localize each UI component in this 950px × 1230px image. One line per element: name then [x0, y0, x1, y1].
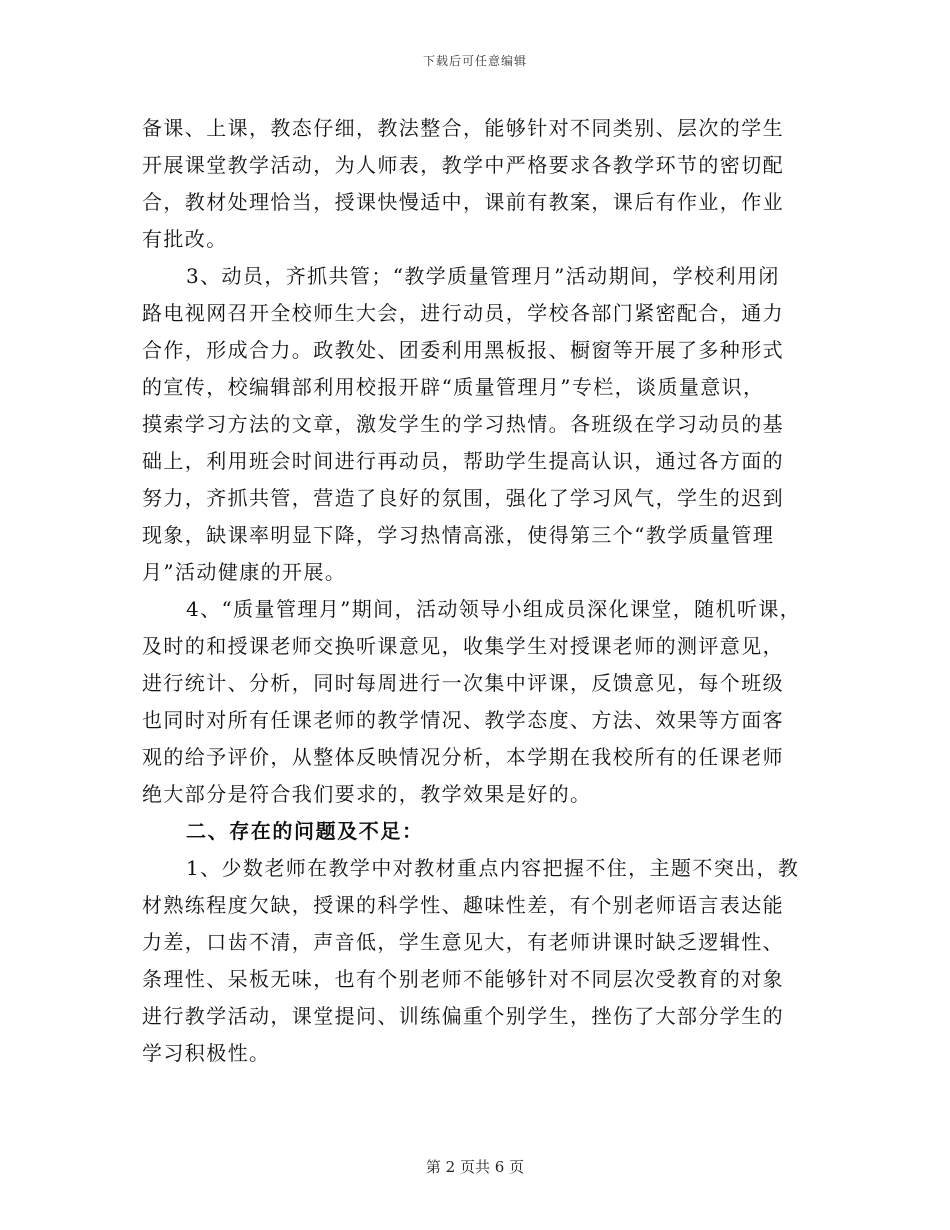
page-footer: 第 2 页共 6 页 — [425, 1158, 525, 1176]
text-line: 观的给予评价，从整体反映情况分析，本学期在我校所有的任课老师 — [142, 745, 784, 769]
text-line: 月”活动健康的开展。 — [142, 560, 347, 584]
text-line: 的宣传，校编辑部利用校报开辟“质量管理月”专栏，谈质量意识， — [142, 375, 765, 399]
text-line: 路电视网召开全校师生大会，进行动员，学校各部门紧密配合，通力 — [142, 301, 784, 325]
text-line: 础上，利用班会时间进行再动员，帮助学生提高认识，通过各方面的 — [142, 449, 784, 473]
text-line: 合，教材处理恰当，授课快慢适中，课前有教案，课后有作业，作业 — [142, 190, 784, 214]
text-line: 开展课堂教学活动，为人师表，教学中严格要求各教学环节的密切配 — [142, 153, 784, 177]
text-line: 3、动员，齐抓共管；“教学质量管理月”活动期间，学校利用闭 — [186, 264, 780, 288]
text-line: 有批改。 — [142, 227, 228, 251]
section-heading: 二、存在的问题及不足： — [186, 819, 424, 843]
text-line: 4、“质量管理月”期间，活动领导小组成员深化课堂，随机听课， — [186, 597, 802, 621]
text-line: 也同时对所有任课老师的教学情况、教学态度、方法、效果等方面客 — [142, 708, 784, 732]
text-line: 材熟练程度欠缺，授课的科学性、趣味性差，有个别老师语言表达能 — [142, 893, 784, 917]
text-line: 进行教学活动，课堂提问、训练偏重个别学生，挫伤了大部分学生的 — [142, 1004, 784, 1028]
text-line: 摸索学习方法的文章，激发学生的学习热情。各班级在学习动员的基 — [142, 412, 784, 436]
text-line: 力差，口齿不清，声音低，学生意见大，有老师讲课时缺乏逻辑性、 — [142, 930, 784, 954]
text-line: 条理性、呆板无味，也有个别老师不能够针对不同层次受教育的对象 — [142, 967, 784, 991]
text-line: 进行统计、分析，同时每周进行一次集中评课，反馈意见，每个班级 — [142, 671, 784, 695]
text-line: 合作，形成合力。政教处、团委利用黑板报、橱窗等开展了多种形式 — [142, 338, 784, 362]
text-line: 1、少数老师在教学中对教材重点内容把握不住，主题不突出，教 — [186, 856, 800, 880]
text-line: 绝大部分是符合我们要求的，教学效果是好的。 — [142, 782, 592, 806]
text-line: 现象，缺课率明显下降，学习热情高涨，使得第三个“教学质量管理 — [142, 523, 775, 547]
text-line: 及时的和授课老师交换听课意见，收集学生对授课老师的测评意见， — [142, 634, 784, 658]
page-header: 下载后可任意编辑 — [422, 54, 527, 68]
document-body — [142, 110, 832, 1072]
text-line: 备课、上课，教态仔细，教法整合，能够针对不同类别、层次的学生 — [142, 116, 784, 140]
text-line: 学习积极性。 — [142, 1041, 271, 1065]
text-line: 努力，齐抓共管，营造了良好的氛围，强化了学习风气，学生的迟到 — [142, 486, 784, 510]
